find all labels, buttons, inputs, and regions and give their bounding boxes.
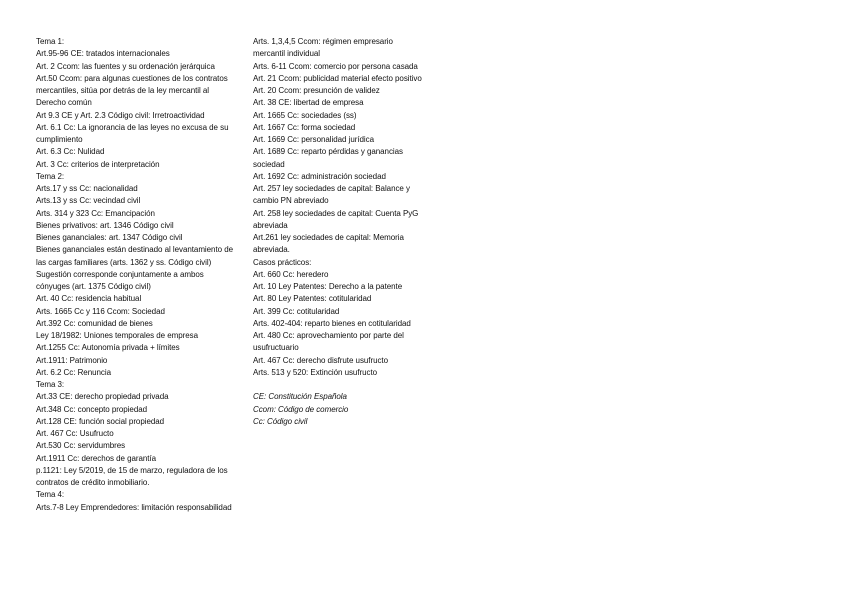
right-column-line: Art. 1692 Cc: administración sociedad (253, 171, 386, 181)
left-column-line: p.1121: Ley 5/2019, de 15 de marzo, reguladora de los contratos de crédito inmobiliario. (36, 465, 228, 487)
right-column-line: Art. 1669 Cc: personalidad jurídica (253, 135, 374, 144)
right-column-line: Art. 10 Ley Patentes: Derecho a la patente (253, 282, 403, 291)
right-column-line: Art. 1665 Cc: sociedades (ss) (253, 110, 357, 120)
left-column-line: Art. 467 Cc: Usufructo (36, 429, 114, 438)
legend-line: Ccom: Código de comercio (253, 404, 349, 414)
left-column-line: Arts. 1665 Cc y 116 Ccom: Sociedad (36, 306, 165, 316)
left-column-line: Art.128 CE: función social propiedad (36, 416, 165, 426)
left-column-line: Art. 6.1 Cc: La ignorancia de las leyes no excusa de su cumplimiento (36, 122, 229, 144)
left-column-line: Arts.7-8 Ley Emprendedores: limitación responsabilidad (36, 502, 232, 512)
left-column-line: Art.392 Cc: comunidad de bienes (36, 318, 153, 328)
right-column-line: Art. 38 CE: libertad de empresa (253, 98, 364, 108)
left-column-line: Art. 6.2 Cc: Renuncia (36, 367, 111, 377)
right-column-line: Art. 257 ley sociedades de capital: Balance y cambio PN abreviado (253, 184, 410, 206)
right-column-line: Arts. 402-404: reparto bienes en cotitularidad (253, 318, 411, 328)
left-column-line: Art. 3 Cc: criterios de interpretación (36, 159, 160, 169)
right-column-line: Arts. 1,3,4,5 Ccom: régimen empresario mercantil individual (253, 37, 393, 59)
left-column-line: Ley 18/1982: Uniones temporales de empresa (36, 331, 199, 340)
legend-line: CE: Constitución Española (253, 392, 347, 402)
legend-spacer (253, 379, 425, 391)
left-column-line: Tema 3: (36, 380, 65, 389)
left-column-line: Bienes gananciales: art. 1347 Código civil (36, 233, 183, 242)
legend-line: Cc: Código civil (253, 416, 308, 426)
left-column-line: Bienes gananciales están destinado al levantamiento de las cargas familiares (arts. 1362 y ss. Código civil) (36, 245, 233, 267)
left-column-line: Arts. 314 y 323 Cc: Emancipación (36, 208, 155, 218)
left-column-line: Bienes privativos: art. 1346 Código civil (36, 220, 174, 230)
left-column (36, 36, 236, 514)
left-column-line: Tema 4: (36, 490, 65, 500)
right-column-line: Art. 467 Cc: derecho disfrute usufructo (253, 355, 389, 365)
right-column-line: Arts. 513 y 520: Extinción usufructo (253, 367, 378, 377)
left-column-line: Art.33 CE: derecho propiedad privada (36, 392, 169, 402)
left-column-line: Art. 6.3 Cc: Nulidad (36, 147, 105, 157)
left-column-line: Sugestión corresponde conjuntamente a ambos cónyuges (art. 1375 Código civil) (36, 269, 204, 291)
left-column-line: Art.95-96 CE: tratados internacionales (36, 49, 170, 59)
left-column-line: Arts.17 y ss Cc: nacionalidad (36, 184, 138, 193)
right-column-line: Casos prácticos: (253, 257, 312, 267)
right-column (253, 36, 425, 428)
left-column-line: Arts.13 y ss Cc: vecindad civil (36, 196, 141, 206)
left-column-line: Art.1911 Cc: derechos de garantía (36, 453, 157, 463)
left-column-line: Art.348 Cc: concepto propiedad (36, 404, 148, 414)
right-column-line: Art. 258 ley sociedades de capital: Cuenta PyG abreviada (253, 208, 419, 230)
left-column-line: Art.50 Ccom: para algunas cuestiones de los contratos mercantiles, sitúa por detrás de la ley mercantil al Derecho común (36, 73, 228, 108)
right-column-line: Art. 80 Ley Patentes: cotitularidad (253, 294, 372, 304)
right-column-line: Art. 20 Ccom: presunción de validez (253, 86, 380, 95)
right-column-line: Art. 660 Cc: heredero (253, 269, 329, 279)
left-column-line: Art. 2 Ccom: las fuentes y su ordenación jerárquica (36, 61, 215, 71)
left-column-line: Tema 2: (36, 171, 65, 181)
right-column-line: Art.261 ley sociedades de capital: Memoria abreviada. (253, 233, 404, 255)
left-column-line: Tema 1: (36, 37, 65, 46)
right-column-line: Art. 1667 Cc: forma sociedad (253, 122, 356, 132)
right-column-line: Art. 399 Cc: cotitularidad (253, 306, 340, 316)
right-column-line: Art. 1689 Cc: reparto pérdidas y ganancias sociedad (253, 147, 403, 169)
right-column-line: Art. 21 Ccom: publicidad material efecto positivo (253, 73, 422, 83)
right-column-line: Arts. 6-11 Ccom: comercio por persona casada (253, 61, 418, 71)
left-column-line: Art 9.3 CE y Art. 2.3 Código civil: Irretroactividad (36, 110, 205, 120)
left-column-line: Art.1255 Cc: Autonomía privada + límites (36, 343, 180, 353)
abbreviation-legend (253, 391, 425, 428)
left-column-line: Art.1911: Patrimonio (36, 355, 108, 365)
left-column-line: Art.530 Cc: servidumbres (36, 441, 126, 451)
right-column-lines (253, 36, 425, 379)
left-column-line: Art. 40 Cc: residencia habitual (36, 294, 142, 304)
right-column-line: Art. 480 Cc: aprovechamiento por parte del usufructuario (253, 331, 404, 353)
